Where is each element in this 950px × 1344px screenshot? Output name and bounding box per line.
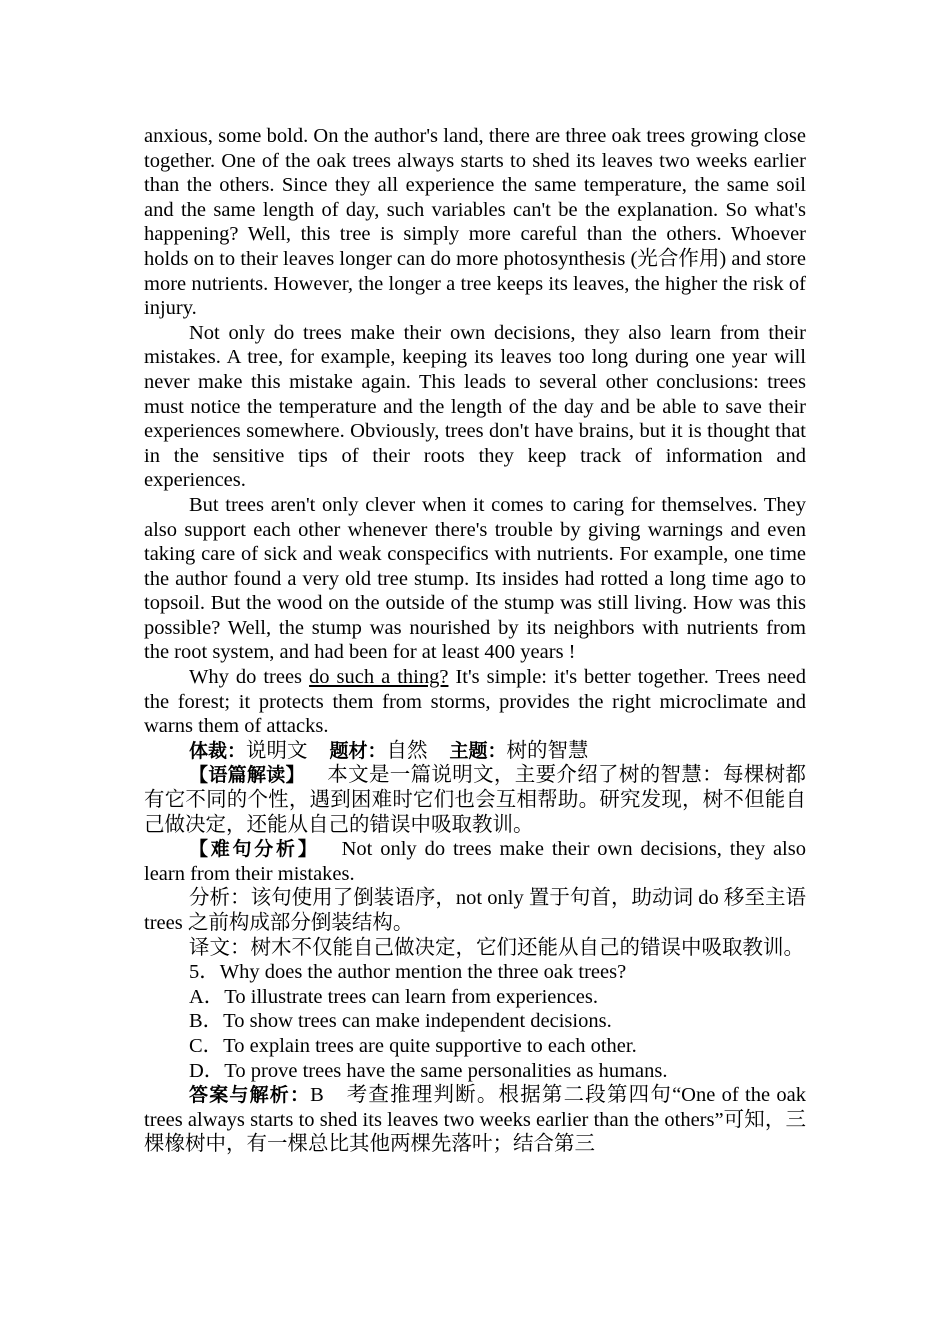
- option-c: C．To explain trees are quite supportive to each other.: [189, 1034, 637, 1057]
- reading-text: 本文是一篇说明文，主要介绍了树的智慧：每棵树都有它不同的个性，遇到困难时它们也会互相帮助。研究发现，树不但能自己做决定，还能从自己的错误中吸取教训。: [144, 764, 806, 836]
- answer-explanation: [144, 1083, 806, 1157]
- passage-paragraph-1: anxious, some bold. On the author's land, there are three oak trees growing close together. One of the oak trees always starts to shed its leaves two weeks earlier than the others. Since they all experience the same temperature, the same soil and the same length of day, such variables can't be the explanation. So what's happening? Well, this tree is simply more careful than the others. Whoever holds on to their leaves longer can do more photosynthesis (光合作用) and store more nutrients. However, the longer a tree keeps its leaves, the higher the risk of injury.: [144, 125, 806, 320]
- genre-line: [144, 739, 806, 764]
- passage-paragraph-3: But trees aren't only clever when it comes to caring for themselves. They also support each other whenever there's trouble by giving warnings and even taking care of sick and weak conspecifics with nutrients. For example, one time the author found a very old tree stump. Its insides had rotted a long time ago to topsoil. But the wood on the outside of the stump was still living. How was this possible? Well, the stump was nourished by its neighbors with nutrients from the root system, and had been for at least 400 years !: [144, 493, 806, 664]
- answer-label: 答案与解析：: [189, 1084, 311, 1107]
- paragraph-4-start: Why do trees: [189, 666, 310, 689]
- reading-label: 【语篇解读】: [189, 764, 305, 787]
- difficult-label: 【难句分析】: [189, 838, 320, 861]
- question-stem: 5．Why does the author mention the three oak trees?: [189, 961, 627, 984]
- option-b: B．To show trees can make independent decisions.: [189, 1010, 612, 1033]
- answer-text: B 考查推理判断。根据第二段第四句“One of the oak trees always starts to shed its leaves two weeks earlier than the others”可知，三棵橡树中，有一棵总比其他两棵先落叶；结合第三: [144, 1084, 806, 1156]
- subject-value: 自然: [386, 739, 428, 762]
- difficult-text: Not only do trees make their own decisions, they also learn from their mistakes.: [144, 838, 806, 885]
- option-d: D．To prove trees have the same personalities as humans.: [189, 1059, 668, 1082]
- translation-text: 译文：树木不仅能自己做决定，它们还能从自己的错误中吸取教训。: [189, 936, 804, 959]
- genre-label: 体裁：: [189, 739, 247, 762]
- passage-paragraph-2: Not only do trees make their own decisions, they also learn from their mistakes. A tree, for example, keeping its leaves too long during one year will never make this mistake again. This leads to several other conclusions: trees must notice the temperature and the length of the day and be able to save their experiences somewhere. Obviously, trees don't have brains, but it is thought that in the sensitive tips of their roots they keep track of information and experiences.: [144, 321, 806, 492]
- theme-label: 主题：: [449, 739, 507, 762]
- theme-value: 树的智慧: [506, 739, 589, 762]
- passage-paragraph-4: [144, 665, 806, 739]
- difficult-sentence: [144, 837, 806, 886]
- analysis-text: 分析：该句使用了倒装语序，not only 置于句首，助动词 do 移至主语 trees 之前构成部分倒装结构。: [144, 887, 806, 934]
- subject-label: 题材：: [329, 739, 387, 762]
- option-a: A．To illustrate trees can learn from experiences.: [189, 985, 598, 1008]
- paragraph-4-end: It's simple: it's better together. Trees need the forest; it protects them from storms, provides the right microclimate and warns them of attacks.: [144, 666, 806, 738]
- underlined-phrase: do such a thing?: [309, 666, 449, 689]
- genre-value: 说明文: [246, 739, 308, 762]
- reading-analysis: [144, 763, 806, 837]
- document-page: [144, 124, 806, 1157]
